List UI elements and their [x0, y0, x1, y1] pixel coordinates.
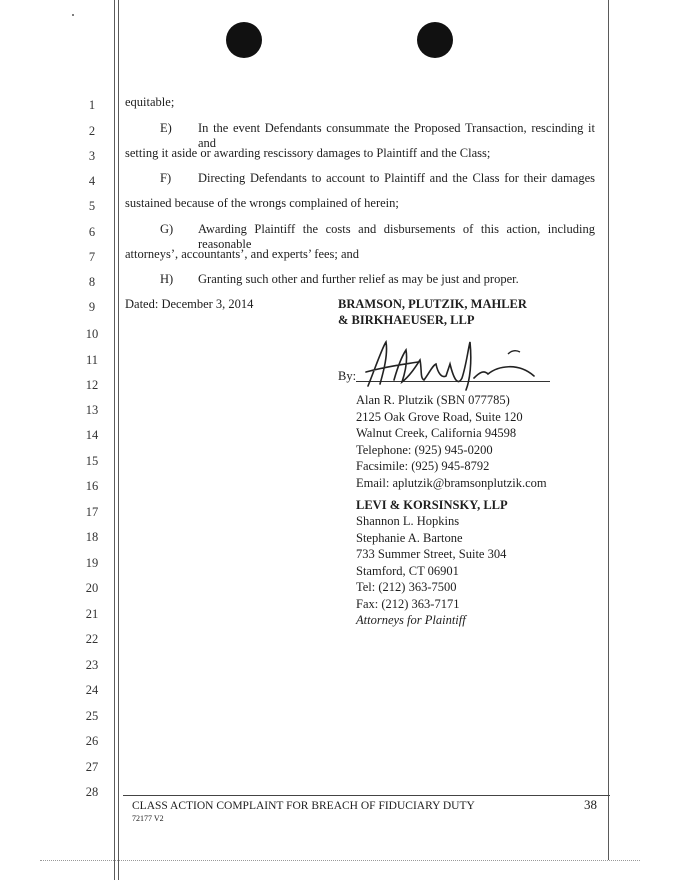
dated-line: Dated: December 3, 2014 — [125, 297, 254, 311]
punch-hole-right — [417, 22, 453, 58]
firm1-contact-line: Walnut Creek, California 94598 — [356, 426, 517, 440]
line-number: 5 — [88, 199, 96, 213]
attorneys-for-plaintiff: Attorneys for Plaintiff — [356, 613, 466, 627]
line-number: 23 — [85, 658, 99, 672]
line-number: 27 — [85, 760, 99, 774]
footer-page-number: 38 — [584, 797, 597, 812]
by-label: By: — [338, 369, 357, 383]
firm1-name-line2: & BIRKHAEUSER, LLP — [338, 313, 475, 327]
firm2-name: LEVI & KORSINSKY, LLP — [356, 498, 508, 512]
firm2-contact-line: Fax: (212) 363-7171 — [356, 596, 460, 611]
firm1-name-line1: BRAMSON, PLUTZIK, MAHLER — [338, 297, 527, 311]
right-margin-rule — [608, 0, 609, 860]
line-number: 25 — [85, 709, 99, 723]
line-number: 9 — [88, 300, 96, 314]
firm1-contact-line: Alan R. Plutzik (SBN 077785) — [356, 393, 510, 407]
firm2-contact-line: 733 Summer Street, Suite 304 — [356, 547, 507, 561]
firm2-contact-line: Tel: (212) 363-7500 — [356, 580, 457, 594]
line-number: 21 — [85, 607, 99, 621]
item-e-continuation: setting it aside or awarding rescissory damages to Plaintiff and the Class; — [125, 146, 491, 160]
firm1-contact-line: Facsimile: (925) 945-8792 — [356, 459, 490, 473]
line-number: 8 — [88, 275, 96, 289]
item-e-label: E) — [160, 121, 172, 135]
item-f-continuation: sustained because of the wrongs complained of herein; — [125, 196, 399, 210]
line-number: 26 — [85, 734, 99, 748]
line-number: 10 — [85, 327, 99, 341]
line-number: 12 — [85, 378, 99, 392]
line-number: 19 — [85, 556, 99, 570]
line-number: 3 — [88, 149, 96, 163]
handwritten-signature — [358, 336, 538, 396]
line-number: 4 — [88, 174, 96, 188]
line-number: 22 — [85, 632, 99, 646]
left-margin-rule-2 — [118, 0, 119, 880]
firm2-contact-line: Stamford, CT 06901 — [356, 563, 459, 578]
line-number: 28 — [85, 785, 99, 799]
item-g-text: Awarding Plaintiff the costs and disbursements of this action, including reasonable — [198, 222, 595, 251]
scan-speck — [72, 14, 74, 16]
line-number: 7 — [88, 250, 96, 264]
firm1-contact-line: Email: aplutzik@bramsonplutzik.com — [356, 475, 547, 490]
line-number: 6 — [88, 225, 96, 239]
line-number: 17 — [85, 505, 99, 519]
line-number: 16 — [85, 479, 99, 493]
footer-title: CLASS ACTION COMPLAINT FOR BREACH OF FIDUCIARY DUTY — [132, 800, 475, 812]
item-g-continuation: attorneys’, accountants’, and experts’ fees; and — [125, 247, 360, 261]
punch-hole-left — [226, 22, 262, 58]
firm1-contact-line: 2125 Oak Grove Road, Suite 120 — [356, 409, 523, 424]
item-h-text: Granting such other and further relief as may be just and proper. — [198, 272, 519, 286]
firm2-contact-line: Stephanie A. Bartone — [356, 530, 463, 545]
line-number: 13 — [85, 403, 99, 417]
item-h-label: H) — [160, 272, 174, 286]
firm1-contact-line: Telephone: (925) 945-0200 — [356, 442, 493, 457]
item-f-text: Directing Defendants to account to Plaintiff and the Class for their damages — [198, 171, 595, 185]
line-number: 15 — [85, 454, 99, 468]
line-number: 20 — [85, 581, 99, 595]
item-f-label: F) — [160, 171, 172, 185]
line-number: 14 — [85, 428, 99, 442]
line-number: 11 — [85, 353, 99, 367]
left-margin-rule-1 — [114, 0, 115, 880]
body-line-1: equitable; — [125, 95, 175, 109]
item-e-text: In the event Defendants consummate the Proposed Transaction, rescinding it and — [198, 121, 595, 150]
footer-rule — [123, 795, 610, 796]
firm2-contact-line: Shannon L. Hopkins — [356, 514, 460, 528]
line-number: 2 — [88, 124, 96, 138]
line-number: 1 — [88, 98, 96, 112]
item-g-label: G) — [160, 222, 174, 236]
scan-artifact-dots — [40, 860, 640, 862]
line-number: 24 — [85, 683, 99, 697]
footer-doc-code: 72177 V2 — [132, 814, 164, 823]
line-number: 18 — [85, 530, 99, 544]
